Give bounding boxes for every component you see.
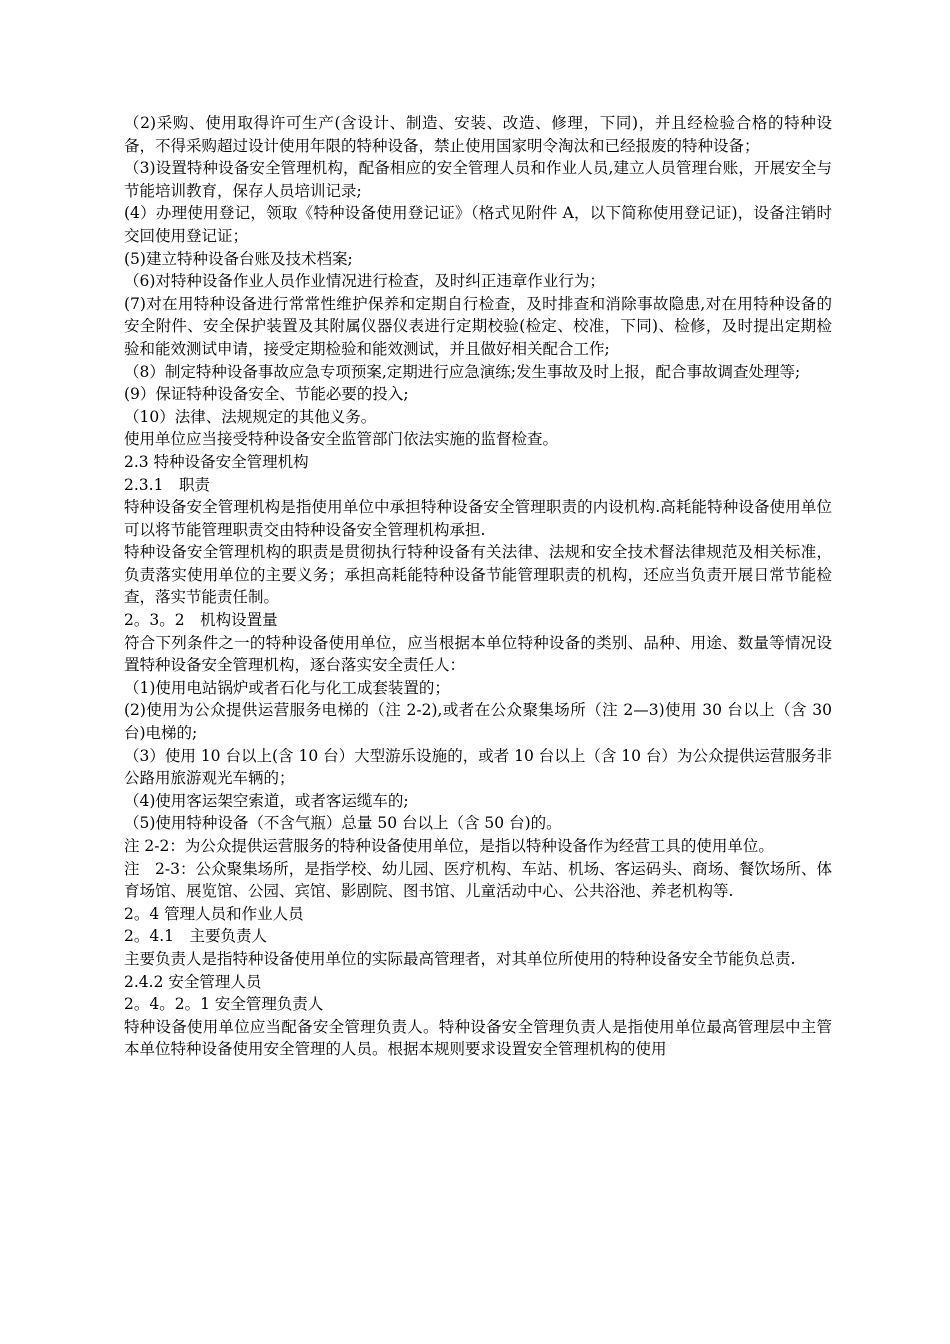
paragraph-body: 特种设备安全管理机构的职责是贯彻执行特种设备有关法律、法规和安全技术督法律规范及相关标准，负责落实使用单位的主要义务；承担高耗能特种设备节能管理职责的机构，还应当负责开展日常节能检查，落实节能责任制。 — [124, 543, 832, 607]
paragraph-item-3: （3)设置特种设备安全管理机构，配备相应的安全管理人员和作业人员,建立人员管理台账，开展安全与节能培训教育，保存人员培训记录; — [124, 159, 832, 200]
paragraph-item-7: (7)对在用特种设备进行常常性维护保养和定期自行检查，及时排查和消除事故隐患,对在用特种设备的安全附件、安全保护装置及其附属仪器仪表进行定期校验(检定、校准，下同)、检修，及时提出定期检验和能效测试申请，接受定期检验和能效测试，并且做好相关配合工作; — [124, 294, 832, 358]
paragraph-body: 特种设备使用单位应当配备安全管理负责人。特种设备安全管理负责人是指使用单位最高管理层中主管本单位特种设备使用安全管理的人员。根据本规则要求设置安全管理机构的使用 — [124, 1017, 832, 1059]
section-heading-2-3-2: 2。3。2 机构设置量 — [124, 611, 278, 630]
list-item: (2)使用为公众提供运营服务电梯的（注 2-2),或者在公众聚集场所（注 2—3)使用 30 台以上（含 30 台)电梯的; — [124, 701, 832, 743]
note-2-3: 注 2-3：公众聚集场所，是指学校、幼儿园、医疗机构、车站、机场、客运码头、商场、餐饮场所、体育场馆、展览馆、公园、宾馆、影剧院、图书馆、儿童活动中心、公共浴池、养老机构等. — [124, 859, 832, 901]
paragraph-item-2: （2)采购、使用取得许可生产(含设计、制造、安装、改造、修理，下同)，并且经检验合格的特种设备，不得采购超过设计使用年限的特种设备，禁止使用国家明令淘汰和已经报废的特种设备； — [124, 114, 832, 155]
paragraph-item-4: (4）办理使用登记，领取《特种设备使用登记证》（格式见附件 A，以下简称使用登记证)，设备注销时交回使用登记证； — [124, 204, 832, 245]
section-heading-2-3: 2.3 特种设备安全管理机构 — [124, 452, 309, 471]
section-heading-2-4-1: 2。4.1 主要负责人 — [124, 927, 268, 946]
paragraph-item-10: （10）法律、法规规定的其他义务。 — [124, 407, 377, 426]
paragraph-item-5: (5)建立特种设备台账及技术档案; — [124, 249, 353, 268]
list-item: （4)使用客运架空索道，或者客运缆车的; — [124, 791, 409, 810]
paragraph-body: 符合下列条件之一的特种设备使用单位，应当根据本单位特种设备的类别、品种、用途、数量等情况设置特种设备安全管理机构，逐台落实安全责任人： — [124, 633, 832, 675]
section-heading-2-4-2: 2.4.2 安全管理人员 — [124, 972, 262, 991]
paragraph-body: 特种设备安全管理机构是指使用单位中承担特种设备安全管理职责的内设机构.高耗能特种设备使用单位可以将节能管理职责交由特种设备安全管理机构承担. — [124, 498, 832, 539]
list-item: （5)使用特种设备（不含气瓶）总量 50 台以上（含 50 台)的。 — [124, 814, 562, 833]
list-item: （3）使用 10 台以上(含 10 台）大型游乐设施的，或者 10 台以上（含 10 台）为公众提供运营服务非公路用旅游观光车辆的； — [124, 746, 832, 788]
paragraph-item-6: （6)对特种设备作业人员作业情况进行检查，及时纠正违章作业行为； — [124, 272, 605, 291]
list-item: （1)使用电站锅炉或者石化与化工成套装置的； — [124, 678, 450, 697]
paragraph-item-9: (9）保证特种设备安全、节能必要的投入; — [124, 385, 409, 404]
note-2-2: 注 2-2：为公众提供运营服务的特种设备使用单位，是指以特种设备作为经营工具的使用单位。 — [124, 837, 774, 855]
section-heading-2-3-1: 2.3.1 职责 — [124, 475, 210, 494]
paragraph-body: 主要负责人是指特种设备使用单位的实际最高管理者，对其单位所使用的特种设备安全节能负总责. — [124, 949, 796, 968]
section-heading-2-4-2-1: 2。4。2。1 安全管理负责人 — [124, 995, 324, 1014]
paragraph-supervision: 使用单位应当接受特种设备安全监管部门依法实施的监督检查。 — [124, 430, 559, 449]
section-heading-2-4: 2。4 管理人员和作业人员 — [124, 904, 304, 923]
document-page — [124, 112, 832, 1061]
paragraph-item-8: （8）制定特种设备事故应急专项预案,定期进行应急演练;发生事故及时上报，配合事故调查处理等; — [124, 362, 801, 381]
